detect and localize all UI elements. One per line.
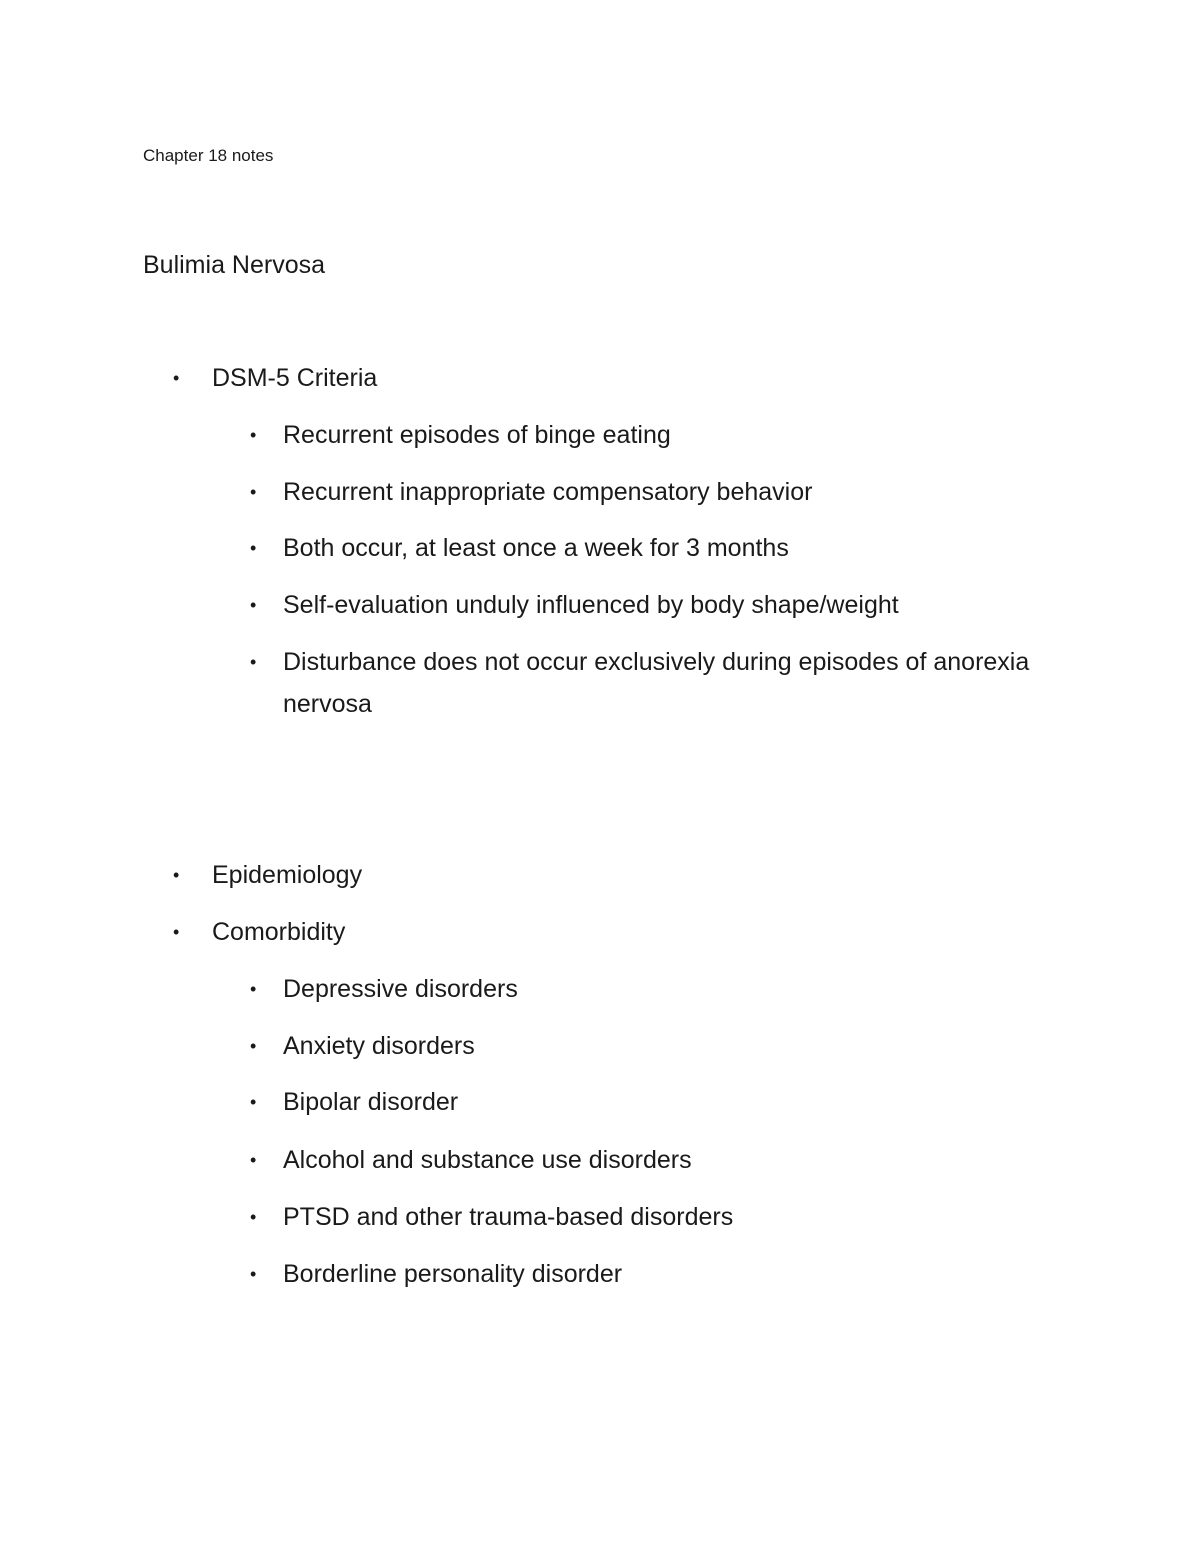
document-small-title: Chapter 18 notes bbox=[143, 146, 274, 165]
list-item-label: Comorbidity bbox=[212, 918, 346, 946]
list-item-dsm-4 bbox=[250, 584, 1043, 626]
list-item-label: Recurrent episodes of binge eating bbox=[283, 421, 671, 449]
bullet-icon: • bbox=[250, 1207, 257, 1227]
list-item-dsm-3 bbox=[250, 527, 1043, 569]
bullet-icon: • bbox=[250, 1150, 257, 1170]
list-item-label: DSM-5 Criteria bbox=[212, 364, 378, 392]
list-item-label: Bipolar disorder bbox=[283, 1088, 459, 1116]
list-item-label: Borderline personality disorder bbox=[283, 1260, 623, 1288]
list-item-label: Alcohol and substance use disorders bbox=[283, 1146, 692, 1174]
list-item-comorbidity-3 bbox=[250, 1081, 1043, 1123]
bullet-icon: • bbox=[173, 865, 180, 885]
list-item-epidemiology bbox=[173, 854, 1012, 896]
bullet-icon: • bbox=[250, 1264, 257, 1284]
list-item-label: Disturbance does not occur exclusively during episodes of anorexia nervosa bbox=[283, 648, 1030, 718]
list-item-label: PTSD and other trauma-based disorders bbox=[283, 1203, 734, 1231]
bullet-icon: • bbox=[173, 922, 180, 942]
bullet-icon: • bbox=[173, 368, 180, 388]
list-item-dsm-1 bbox=[250, 414, 1043, 456]
bullet-icon: • bbox=[250, 595, 257, 615]
bullet-icon: • bbox=[250, 1092, 257, 1112]
bullet-icon: • bbox=[250, 482, 257, 502]
bullet-icon: • bbox=[250, 538, 257, 558]
list-item-label: Both occur, at least once a week for 3 months bbox=[283, 534, 789, 562]
bullet-icon: • bbox=[250, 1036, 257, 1056]
bullet-icon: • bbox=[250, 652, 257, 672]
list-item-label: Epidemiology bbox=[212, 861, 363, 889]
list-item-comorbidity-2 bbox=[250, 1025, 1043, 1067]
document-heading: Bulimia Nervosa bbox=[143, 251, 326, 279]
list-item-label: Anxiety disorders bbox=[283, 1032, 475, 1060]
list-item-dsm-5 bbox=[250, 641, 1043, 725]
list-item-dsm-criteria bbox=[173, 357, 1012, 399]
list-item-label: Depressive disorders bbox=[283, 975, 518, 1003]
list-item-label: Recurrent inappropriate compensatory behavior bbox=[283, 478, 813, 506]
list-item-comorbidity-5 bbox=[250, 1196, 1043, 1238]
list-item-label: Self-evaluation unduly influenced by body shape/weight bbox=[283, 591, 899, 619]
list-item-dsm-2 bbox=[250, 471, 1043, 513]
list-item-comorbidity-1 bbox=[250, 968, 1043, 1010]
list-item-comorbidity bbox=[173, 911, 1012, 953]
list-item-comorbidity-6 bbox=[250, 1253, 1043, 1295]
list-item-comorbidity-4 bbox=[250, 1139, 1043, 1181]
bullet-icon: • bbox=[250, 425, 257, 445]
bullet-icon: • bbox=[250, 979, 257, 999]
